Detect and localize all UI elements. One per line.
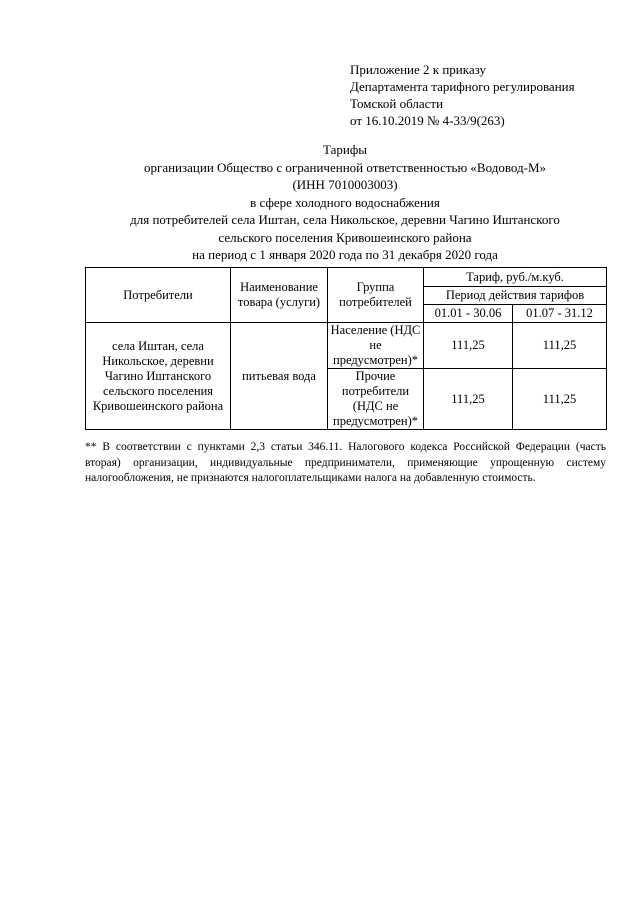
cell-group: Прочие потребители (НДС не предусмотрен)* bbox=[328, 369, 424, 430]
cell-tariff-p1: 111,25 bbox=[424, 323, 513, 369]
heading-organization: организации Общество с ограниченной ответственностью «Водовод-М» bbox=[144, 159, 546, 175]
cell-tariff-p2: 111,25 bbox=[513, 369, 607, 430]
cell-tariff-p2: 111,25 bbox=[513, 323, 607, 369]
appendix-line: Департамента тарифного регулирования bbox=[350, 79, 575, 94]
heading-consumers: для потребителей села Иштан, села Никольское, деревни Чагино Иштанского bbox=[130, 212, 560, 227]
appendix-header bbox=[350, 61, 575, 129]
heading-consumers-cont: сельского поселения Кривошеинского района bbox=[218, 229, 472, 245]
tariff-table bbox=[85, 267, 607, 430]
document-heading bbox=[80, 141, 610, 264]
cell-product: питьевая вода bbox=[231, 323, 328, 430]
header-period-1: 01.01 - 30.06 bbox=[424, 305, 513, 323]
cell-consumers: села Иштан, села Никольское, деревни Чагино Иштанского сельского поселения Кривошеинского района bbox=[86, 323, 231, 430]
footnote: ** В соответствии с пунктами 2,3 статьи 346.11. Налогового кодекса Российской Федерации (часть вторая) организации, индивидуальные предприниматели, применяющие упрощенную систему налогообложения, не признаются налогоплательщиками налога на добавленную стоимость. bbox=[85, 441, 606, 484]
header-tariff: Тариф, руб./м.куб. bbox=[424, 268, 607, 287]
appendix-line: Приложение 2 к приказу bbox=[350, 62, 487, 77]
table-row bbox=[86, 323, 607, 369]
appendix-order-date: от 16.10.2019 № 4-33/9(263) bbox=[350, 113, 505, 128]
heading-period: на период с 1 января 2020 года по 31 декабря 2020 года bbox=[192, 247, 498, 262]
heading-sphere: в сфере холодного водоснабжения bbox=[250, 194, 440, 210]
table-header-row bbox=[86, 268, 607, 287]
cell-tariff-p1: 111,25 bbox=[424, 369, 513, 430]
heading-inn: (ИНН 7010003003) bbox=[292, 177, 398, 192]
cell-group: Население (НДС не предусмотрен)* bbox=[328, 323, 424, 369]
header-consumers: Потребители bbox=[86, 268, 231, 323]
appendix-line: Томской области bbox=[350, 96, 444, 111]
header-product: Наименование товара (услуги) bbox=[231, 268, 328, 323]
header-period: Период действия тарифов bbox=[424, 287, 607, 305]
header-period-2: 01.07 - 31.12 bbox=[513, 305, 607, 323]
header-group: Группа потребителей bbox=[328, 268, 424, 323]
document-title: Тарифы bbox=[322, 142, 367, 157]
